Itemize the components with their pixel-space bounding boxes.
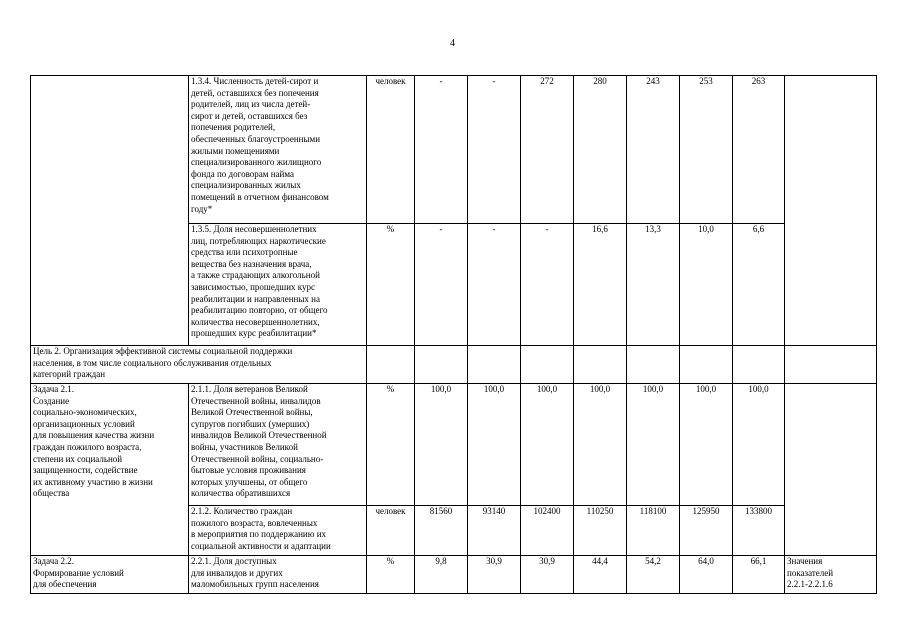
text-line: попечения родителей, (191, 122, 276, 133)
value-cell: 44,4 (574, 556, 627, 594)
text-line: социальной активности и адаптации (191, 540, 331, 551)
text-line: прошедших курс реабилитации* (191, 328, 317, 339)
note-cell (785, 76, 877, 346)
value-cell: 125950 (680, 506, 733, 556)
value-cell: 110250 (574, 506, 627, 556)
text-line: супругов погибших (умерших) (191, 418, 310, 429)
indicator-cell (189, 556, 367, 594)
text-line: детей, оставшихся без попечения (191, 87, 319, 98)
text-line: специализированных жилых (191, 180, 301, 191)
empty-cell (367, 346, 415, 384)
value-cell: 54,2 (627, 556, 680, 594)
text-line: их активному участию в жизни (33, 476, 153, 487)
value-cell: - (415, 224, 468, 346)
value-cell: - (521, 224, 574, 346)
text-line: Значения (787, 556, 823, 566)
value-cell: 253 (680, 76, 733, 224)
text-line: для обеспечения (33, 579, 97, 590)
text-line: граждан пожилого возраста, (33, 441, 142, 452)
text-line: бытовые условия проживания (191, 465, 306, 476)
text-line: 1.3.5. Доля несовершеннолетних (191, 224, 317, 234)
text-line: жилыми помещениями (191, 145, 280, 156)
table-row (31, 556, 877, 594)
goal-cell (31, 346, 367, 384)
task-cell (31, 556, 189, 594)
text-line: Цель 2. Организация эффективной системы социальной поддержки (33, 346, 293, 356)
empty-cell (785, 346, 877, 384)
indicator-cell (189, 76, 367, 224)
text-line: которых улучшены, от общего (191, 476, 308, 487)
indicator-cell (189, 506, 367, 556)
text-line: для инвалидов и других (191, 567, 283, 578)
text-line: обеспеченных благоустроенными (191, 133, 321, 144)
empty-cell (627, 346, 680, 384)
value-cell: 100,0 (521, 384, 574, 506)
value-cell: 16,6 (574, 224, 627, 346)
text-line: специализированного жилищного (191, 157, 322, 168)
text-line: а также страдающих алкогольной (191, 270, 320, 281)
text-line: социально-экономических, (33, 407, 137, 418)
note-cell (785, 384, 877, 556)
value-cell: - (415, 76, 468, 224)
text-line: помещений в отчетном финансовом (191, 191, 329, 202)
value-cell: 30,9 (468, 556, 521, 594)
text-line: реабилитации и направленных на (191, 293, 320, 304)
table-row (31, 384, 877, 506)
unit-cell: человек (367, 76, 415, 224)
unit-cell: % (367, 224, 415, 346)
text-line: инвалидов Великой Отечественной (191, 430, 327, 441)
goal-row (31, 346, 877, 384)
text-line: 2.2.1. Доля доступных (191, 556, 277, 566)
text-line: году* (191, 203, 213, 214)
value-cell: 100,0 (733, 384, 785, 506)
text-line: в мероприятия по поддержанию их (191, 529, 327, 540)
value-cell: 100,0 (627, 384, 680, 506)
text-line: 2.1.1. Доля ветеранов Великой (191, 384, 308, 394)
text-line: средства или психотропные (191, 247, 298, 258)
unit-cell: % (367, 384, 415, 506)
text-line: 1.3.4. Численность детей-сирот и (191, 76, 319, 86)
text-line: защищенности, содействие (33, 465, 138, 476)
value-cell: 100,0 (415, 384, 468, 506)
text-line: общества (33, 488, 70, 499)
value-cell: 263 (733, 76, 785, 224)
value-cell: 81560 (415, 506, 468, 556)
text-line: показателей (787, 567, 834, 578)
value-cell: 102400 (521, 506, 574, 556)
value-cell: 133800 (733, 506, 785, 556)
value-cell: 100,0 (680, 384, 733, 506)
empty-cell (733, 346, 785, 384)
value-cell: 9,8 (415, 556, 468, 594)
value-cell: 30,9 (521, 556, 574, 594)
text-line: вещества без назначения врача, (191, 258, 312, 269)
text-line: реабилитацию повторно, от общего (191, 305, 328, 316)
indicator-cell (189, 224, 367, 346)
empty-cell (521, 346, 574, 384)
value-cell: - (468, 224, 521, 346)
text-line: организационных условий (33, 418, 135, 429)
indicator-cell (189, 384, 367, 506)
unit-cell: % (367, 556, 415, 594)
value-cell: 10,0 (680, 224, 733, 346)
text-line: Задача 2.1. (33, 384, 74, 394)
text-line: родителей, лиц из числа детей- (191, 99, 311, 110)
value-cell: - (468, 76, 521, 224)
value-cell: 280 (574, 76, 627, 224)
text-line: Создание (33, 395, 70, 406)
table-row (31, 76, 877, 224)
value-cell: 64,0 (680, 556, 733, 594)
text-line: количества обратившихся (191, 488, 291, 499)
note-cell (785, 556, 877, 594)
text-line: лиц, потребляющих наркотические (191, 235, 326, 246)
task-cell (31, 384, 189, 556)
text-line: сирот и детей, оставшихся без (191, 110, 308, 121)
empty-cell (574, 346, 627, 384)
indicators-table (30, 75, 877, 594)
text-line: пожилого возраста, вовлеченных (191, 517, 318, 528)
value-cell: 6,6 (733, 224, 785, 346)
value-cell: 272 (521, 76, 574, 224)
task-cell (31, 76, 189, 346)
text-line: войны, участников Великой (191, 441, 298, 452)
unit-cell: человек (367, 506, 415, 556)
text-line: Формирование условий (33, 567, 124, 578)
text-line: для повышения качества жизни (33, 430, 155, 441)
value-cell: 243 (627, 76, 680, 224)
value-cell: 93140 (468, 506, 521, 556)
text-line: категорий граждан (33, 369, 106, 380)
text-line: степени их социальной (33, 453, 123, 464)
text-line: зависимостью, прошедших курс (191, 281, 316, 292)
value-cell: 13,3 (627, 224, 680, 346)
page-number: 4 (450, 38, 455, 49)
text-line: количества несовершеннолетних, (191, 316, 320, 327)
text-line: 2.1.2. Количество граждан (191, 506, 293, 516)
text-line: 2.2.1-2.2.1.6 (787, 579, 833, 590)
value-cell: 100,0 (468, 384, 521, 506)
empty-cell (680, 346, 733, 384)
text-line: Великой Отечественной войны, (191, 407, 313, 418)
text-line: фонда по договорам найма (191, 168, 294, 179)
empty-cell (468, 346, 521, 384)
value-cell: 118100 (627, 506, 680, 556)
value-cell: 100,0 (574, 384, 627, 506)
value-cell: 66,1 (733, 556, 785, 594)
text-line: маломобильных групп населения (191, 579, 319, 590)
text-line: населения, в том числе социального обслуживания отдельных (33, 357, 272, 368)
text-line: Отечественной войны, инвалидов (191, 395, 321, 406)
text-line: Задача 2.2. (33, 556, 74, 566)
text-line: Отечественной войны, социально- (191, 453, 324, 464)
empty-cell (415, 346, 468, 384)
